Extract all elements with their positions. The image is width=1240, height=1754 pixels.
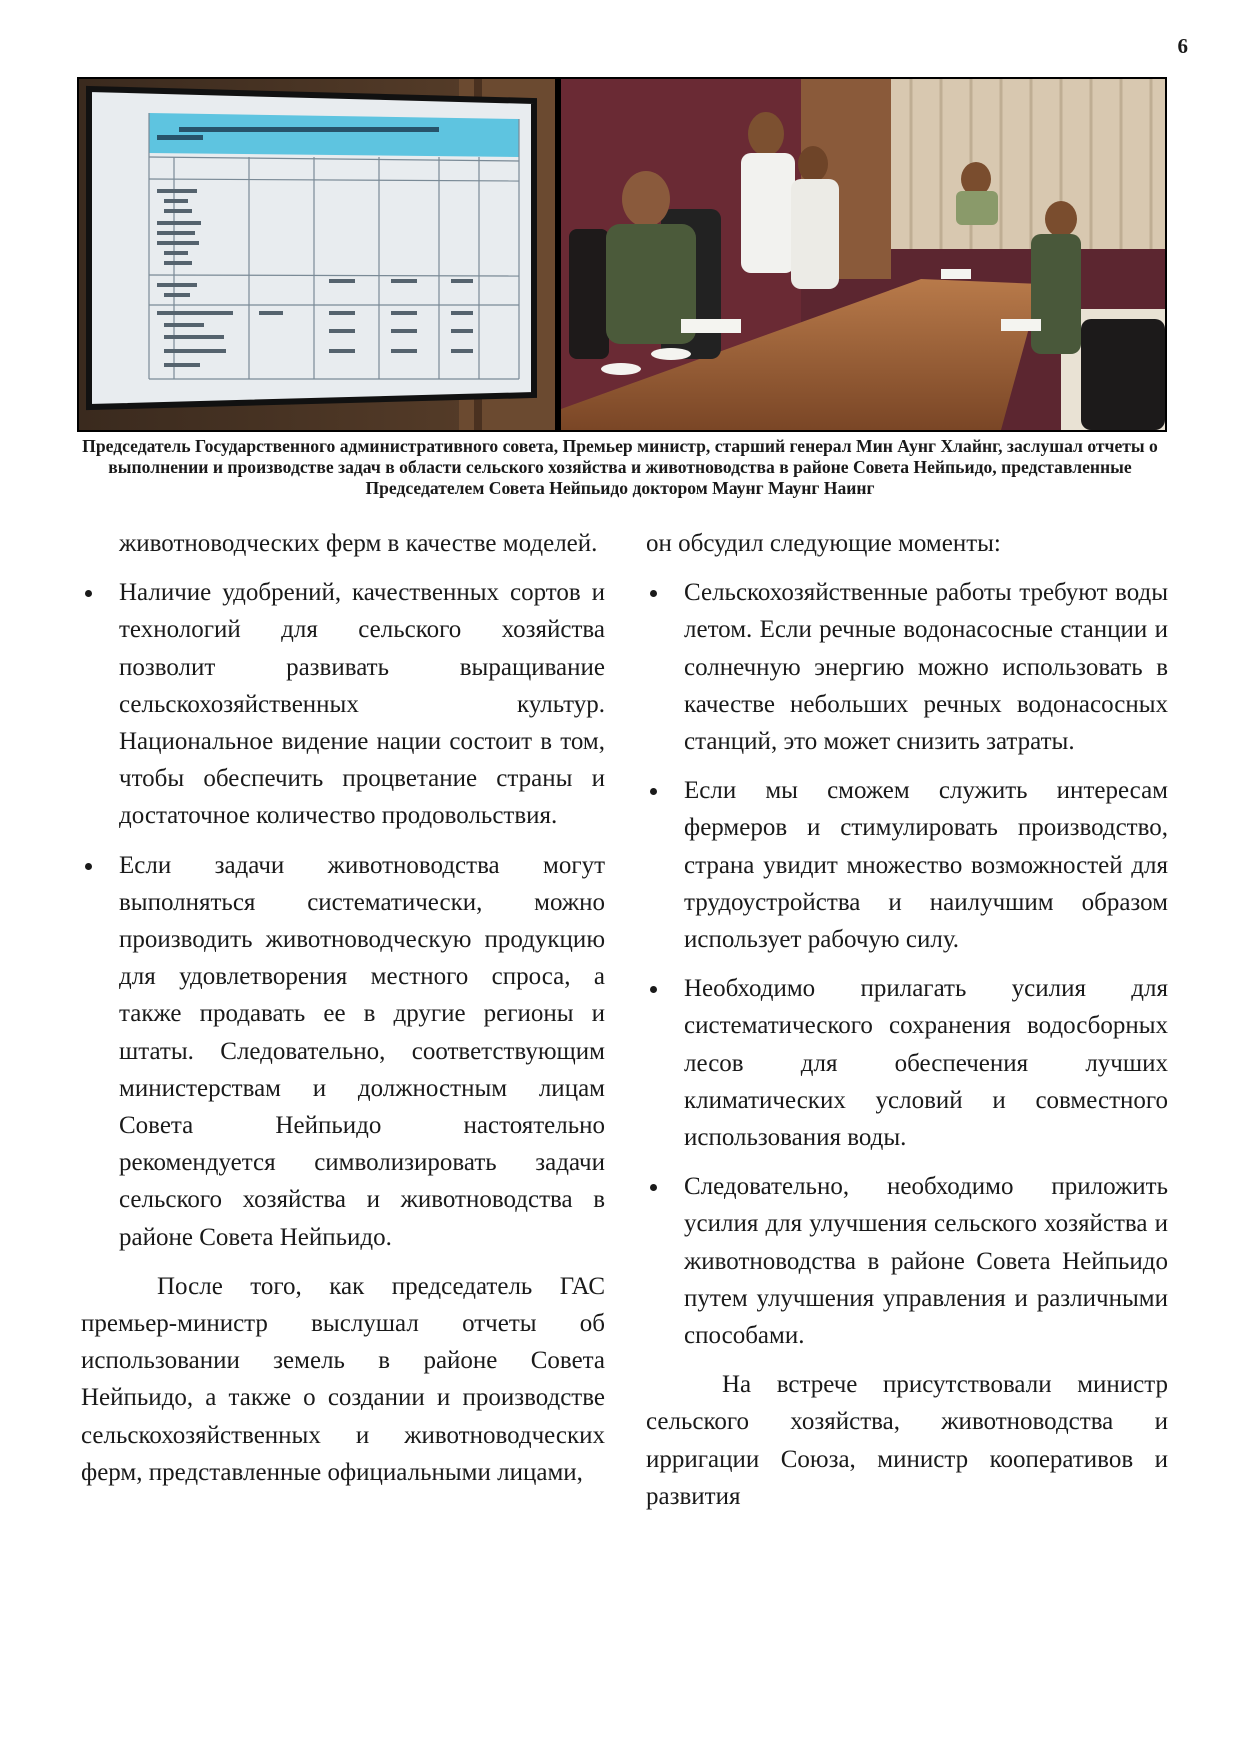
body-paragraph: После того, как председатель ГАС премьер-министр выслушал отчеты об использовании земель в районе Совета Нейпьидо, а также о создании и производстве сельскохозяйственных и животноводческих ферм, представленные официальными лицами,	[81, 1272, 605, 1486]
right-bullet-list	[646, 574, 1168, 1354]
photo-frame	[77, 77, 1167, 432]
right-column	[646, 525, 1168, 1515]
list-item: Если задачи животноводства могут выполняться систематически, можно производить животноводческую продукцию для удовлетворения местного спроса, а также продавать ее в другие регионы и штаты. Следовательно, соответствующим министерствам и должностным лицам Совета Нейпьидо настоятельно рекомендуется символизировать задачи сельского хозяйства и животноводства в районе Совета Нейпьидо.	[81, 847, 605, 1256]
body-paragraph: На встрече присутствовали министр сельского хозяйства, животноводства и ирригации Союза, министр кооперативов и развития	[646, 1371, 1168, 1510]
presentation-screen-photo-icon	[79, 79, 555, 430]
list-item: Наличие удобрений, качественных сортов и технологий для сельского хозяйства позволит развивать выращивание сельскохозяйственных культур. Национальное видение нации состоит в том, чтобы обеспечить процветание страны и достаточное количество продовольствия.	[81, 574, 605, 834]
left-bullet-list	[81, 574, 605, 1256]
list-item: Сельскохозяйственные работы требуют воды летом. Если речные водонасосные станции и солнечную энергию можно использовать в качестве небольших речных водонасосных станций, это может снизить затраты.	[646, 574, 1168, 760]
list-item: Если мы сможем служить интересам фермеров и стимулировать производство, страна увидит множество возможностей для трудоустройства и наилучшим образом использует рабочую силу.	[646, 772, 1168, 958]
photo-caption: Председатель Государственного административного совета, Премьер министр, старший генерал Мин Аунг Хлайнг, заслушал отчеты о выполнении и производстве задач в области сельского хозяйства и животноводства в районе Совета Нейпьидо, представленные Председателем Совета Нейпьидо доктором Маунг Маунг Наинг	[82, 436, 1158, 498]
left-column	[81, 525, 605, 1491]
meeting-table-photo-icon	[561, 79, 1165, 430]
list-item: Необходимо прилагать усилия для систематического сохранения водосборных лесов для обеспечения лучших климатических условий и совместного использования воды.	[646, 970, 1168, 1156]
list-item: Следовательно, необходимо приложить усилия для улучшения сельского хозяйства и животноводства в районе Совета Нейпьидо путем улучшения управления и различными способами.	[646, 1168, 1168, 1354]
continued-text: животноводческих ферм в качестве моделей.	[119, 530, 598, 557]
lead-line: он обсудил следующие моменты:	[646, 530, 1001, 557]
page-number: 6	[1177, 34, 1188, 58]
